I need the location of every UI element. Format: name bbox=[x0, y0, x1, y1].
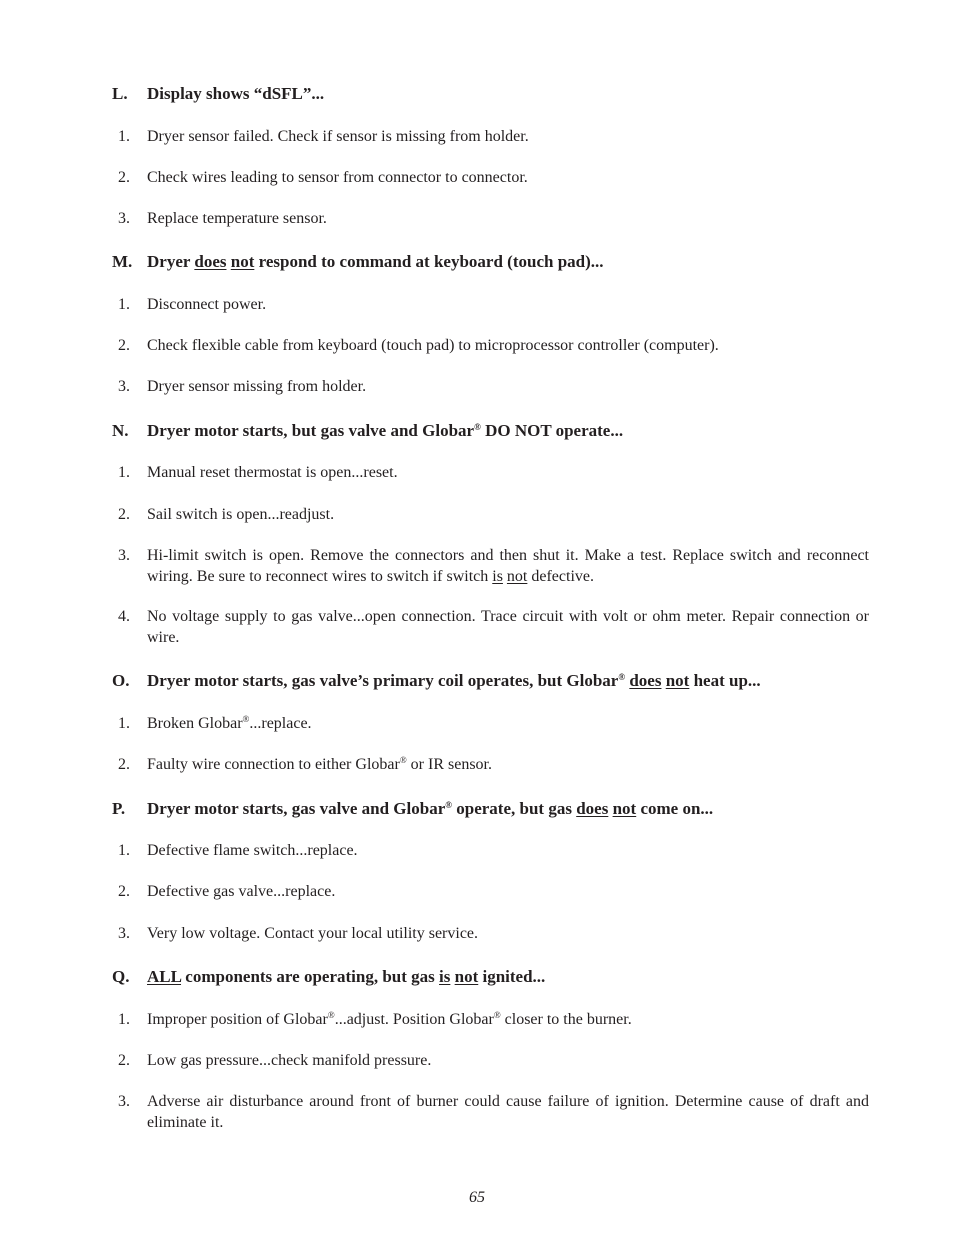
item-number: 2. bbox=[118, 506, 130, 523]
item-number: 1. bbox=[118, 842, 130, 859]
item-number: 2. bbox=[118, 1052, 130, 1069]
item-number: 1. bbox=[118, 715, 130, 732]
underlined-word: does bbox=[194, 252, 227, 271]
registered-mark: ® bbox=[493, 1010, 501, 1020]
underlined-word: is bbox=[439, 967, 451, 986]
underlined-word: not bbox=[230, 252, 255, 271]
underlined-word: does bbox=[629, 671, 662, 690]
item-text: No voltage supply to gas valve...open connection. Trace circuit with volt or ohm meter. Repair connection or wire. bbox=[147, 608, 869, 646]
title-text: Dryer motor starts, but gas valve and Globar bbox=[147, 421, 475, 440]
section-letter: O. bbox=[112, 671, 130, 690]
item-text-part: closer to the burner. bbox=[500, 1011, 632, 1028]
item-text-part: ...adjust. Position Globar bbox=[334, 1011, 494, 1028]
title-text: Dryer motor starts, gas valve and Globar bbox=[147, 799, 446, 818]
item-text-part: or IR sensor. bbox=[406, 756, 492, 773]
item-text: Replace temperature sensor. bbox=[147, 210, 327, 227]
item-text-part: Hi-limit switch is open. Remove the connectors and then shut it. Make a test. Replace switch and reconnect wiring. Be sure to reconnect wires to switch if switch bbox=[147, 547, 869, 585]
title-text: components are operating, but gas bbox=[181, 967, 440, 986]
title-text: operate, but gas bbox=[452, 799, 577, 818]
section-title bbox=[147, 671, 761, 691]
underlined-word: not bbox=[665, 671, 690, 690]
section-letter: P. bbox=[112, 799, 126, 818]
item-number: 3. bbox=[118, 547, 130, 564]
section-letter: L. bbox=[112, 84, 128, 103]
item-text-part: Broken Globar bbox=[147, 715, 243, 732]
item-text-part: Improper position of Globar bbox=[147, 1011, 328, 1028]
item-text bbox=[147, 713, 312, 734]
section-title: Display shows “dSFL”... bbox=[147, 84, 325, 103]
item-number: 1. bbox=[118, 464, 130, 481]
item-number: 2. bbox=[118, 169, 130, 186]
item-text: Sail switch is open...readjust. bbox=[147, 506, 335, 523]
item-text bbox=[147, 754, 492, 775]
item-text-part: ...replace. bbox=[249, 715, 312, 732]
title-text: ignited... bbox=[478, 967, 546, 986]
title-text: heat up... bbox=[689, 671, 761, 690]
section-letter: N. bbox=[112, 421, 129, 440]
item-text: Dryer sensor missing from holder. bbox=[147, 378, 367, 395]
item-number: 2. bbox=[118, 756, 130, 773]
item-text: Manual reset thermostat is open...reset. bbox=[147, 464, 398, 481]
title-text: come on... bbox=[636, 799, 714, 818]
item-number: 3. bbox=[118, 1093, 130, 1110]
item-text: Dryer sensor failed. Check if sensor is missing from holder. bbox=[147, 128, 529, 145]
item-number: 3. bbox=[118, 378, 130, 395]
registered-mark: ® bbox=[474, 422, 481, 432]
item-number: 1. bbox=[118, 296, 130, 313]
item-text-part: defective. bbox=[527, 568, 594, 585]
item-number: 1. bbox=[118, 128, 130, 145]
item-text: Check flexible cable from keyboard (touch pad) to microprocessor controller (computer). bbox=[147, 337, 719, 354]
item-text: Disconnect power. bbox=[147, 296, 267, 313]
item-number: 2. bbox=[118, 337, 130, 354]
underlined-word: does bbox=[576, 799, 609, 818]
title-text: Dryer motor starts, gas valve’s primary coil operates, but Globar bbox=[147, 671, 619, 690]
item-text: Defective gas valve...replace. bbox=[147, 883, 336, 900]
registered-mark: ® bbox=[242, 714, 250, 724]
registered-mark: ® bbox=[399, 755, 407, 765]
item-text bbox=[147, 1009, 632, 1030]
section-title bbox=[147, 799, 713, 819]
title-text: DO NOT operate... bbox=[480, 421, 624, 440]
underlined-word: ALL bbox=[147, 967, 182, 986]
item-text: Low gas pressure...check manifold pressure. bbox=[147, 1052, 432, 1069]
item-number: 3. bbox=[118, 210, 130, 227]
item-text: Very low voltage. Contact your local utility service. bbox=[147, 925, 479, 942]
section-letter: Q. bbox=[112, 967, 130, 986]
section-title bbox=[147, 252, 604, 272]
item-text bbox=[147, 545, 869, 587]
page-number: 65 bbox=[469, 1189, 485, 1206]
underlined-word: not bbox=[612, 799, 637, 818]
title-text: Dryer bbox=[147, 252, 195, 271]
underlined-word: not bbox=[454, 967, 479, 986]
item-text: Adverse air disturbance around front of burner could cause failure of ignition. Determine cause of draft and eliminate it. bbox=[147, 1093, 869, 1131]
title-text: respond to command at keyboard (touch pad)... bbox=[254, 252, 604, 271]
item-number: 4. bbox=[118, 608, 130, 625]
item-text: Defective flame switch...replace. bbox=[147, 842, 358, 859]
section-title bbox=[147, 967, 545, 987]
registered-mark: ® bbox=[327, 1010, 335, 1020]
section-title bbox=[147, 421, 623, 441]
item-text: Check wires leading to sensor from connector to connector. bbox=[147, 169, 528, 186]
item-number: 2. bbox=[118, 883, 130, 900]
item-number: 3. bbox=[118, 925, 130, 942]
registered-mark: ® bbox=[618, 672, 626, 682]
item-number: 1. bbox=[118, 1011, 130, 1028]
underlined-word: is bbox=[492, 568, 503, 585]
registered-mark: ® bbox=[445, 800, 452, 810]
section-letter: M. bbox=[112, 252, 133, 271]
item-text-part: Faulty wire connection to either Globar bbox=[147, 756, 400, 773]
underlined-word: not bbox=[506, 568, 528, 585]
